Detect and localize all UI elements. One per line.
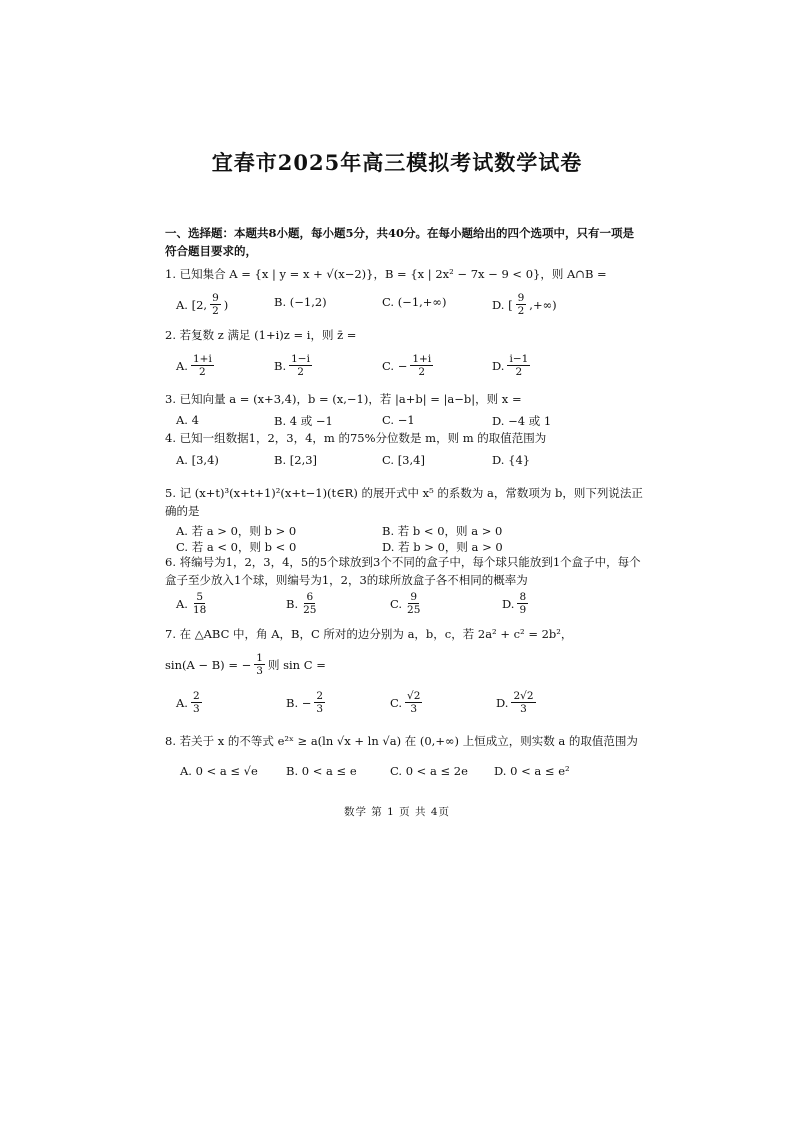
q7-option-d: D. $\frac{2√2}{3}$: [496, 690, 534, 715]
question-6-stem: 6. 将编号为1，2，3，4，5的5个球放到3个不同的盒子中，每个球只能放到1个盒子中，每个盒子至少放入1个球，则编号为1，2，3的球所放盒子各不相同的概率为: [165, 555, 641, 587]
q1-option-b: B. (−1,2): [274, 295, 327, 309]
q4-option-a: A. [3,4): [176, 453, 219, 467]
q1-a-fraction: $\frac{9}{2}$: [212, 292, 219, 317]
question-3-stem: 3. 已知向量 a = (x+3,4)，b = (x,−1)，若 |a+b| = |a−b|，则 x =: [165, 392, 522, 406]
q7-option-c: C. $\frac{√2}{3}$: [390, 690, 421, 715]
question-2-stem: 2. 若复数 z 满足 (1+i)z = i，则 z̄ =: [165, 328, 357, 342]
section-instructions: 一、选择题：本题共8小题，每小题5分，共40分。在每小题给出的四个选项中，只有一项是符合题目要求的，: [165, 226, 635, 258]
q1-option-a: A. [2, $\frac{9}{2}$ ): [176, 292, 229, 317]
q8-option-b: B. 0 < a ≤ e: [286, 764, 357, 778]
q7-option-a: A. $\frac{2}{3}$: [176, 690, 200, 715]
q5-option-c: C. 若 a < 0，则 b < 0: [176, 540, 297, 554]
q4-option-d: D. {4}: [492, 453, 531, 467]
question-8-stem: 8. 若关于 x 的不等式 e²ˣ ≥ a(ln √x + ln √a) 在 (0,+∞) 上恒成立，则实数 a 的取值范围为: [165, 734, 638, 748]
q5-option-a: A. 若 a > 0，则 b > 0: [176, 524, 297, 538]
q2-option-d: D. $\frac{i-1}{2}$: [492, 353, 529, 378]
q6-option-c: C. $\frac{9}{25}$: [390, 591, 421, 616]
q6-option-d: D. $\frac{8}{9}$: [502, 591, 527, 616]
q6-option-b: B. $\frac{6}{25}$: [286, 591, 317, 616]
question-5-stem: 5. 记 (x+t)³(x+t+1)²(x+t−1)(t∈R) 的展开式中 x⁵ 的系数为 a，常数项为 b，则下列说法正确的是: [165, 486, 643, 518]
q8-option-d: D. 0 < a ≤ e²: [494, 764, 570, 778]
question-1-stem: 1. 已知集合 A = {x | y = x + √(x−2)}，B = {x | 2x² − 7x − 9 < 0}，则 A∩B =: [165, 267, 607, 281]
question-4-options: [176, 453, 646, 475]
q8-option-a: A. 0 < a ≤ √e: [180, 764, 258, 778]
question-4-stem: 4. 已知一组数据1，2，3，4，m 的75%分位数是 m，则 m 的取值范围为: [165, 431, 547, 445]
question-1-options: [176, 292, 646, 317]
q6-option-a: A. $\frac{5}{18}$: [176, 591, 207, 616]
question-8-options: [176, 764, 646, 786]
question-6-options: [176, 591, 646, 616]
question-7-options: [176, 690, 646, 715]
q1-d-fraction: $\frac{9}{2}$: [517, 292, 525, 317]
q5-option-b: B. 若 b < 0，则 a > 0: [382, 524, 503, 538]
q3-option-b: B. 4 或 −1: [274, 414, 333, 428]
q5-option-d: D. 若 b > 0，则 a > 0: [382, 540, 503, 554]
question-7-stem: 7. 在 △ABC 中，角 A，B，C 所对的边分别为 a，b，c，若 2a² + c² = 2b²，: [165, 627, 573, 641]
exam-title: 宜春市2025年高三模拟考试数学试卷: [211, 150, 583, 175]
q3-option-d: D. −4 或 1: [492, 414, 552, 428]
q4-option-c: C. [3,4]: [382, 453, 425, 467]
q2-option-c: C. − $\frac{1+i}{2}$: [382, 353, 432, 378]
page-footer: 数学 第 1 页 共 4页: [343, 806, 451, 818]
q7-option-b: B. − $\frac{2}{3}$: [286, 690, 324, 715]
q4-option-b: B. [2,3]: [274, 453, 318, 467]
q3-option-a: A. 4: [176, 413, 199, 427]
question-2-options: [176, 353, 646, 378]
question-7-condition: sin(A − B) = − $\frac{1}{3}$ 则 sin C =: [165, 652, 326, 677]
q2-option-a: A. $\frac{1+i}{2}$: [176, 353, 212, 378]
q1-option-d: D. [ $\frac{9}{2}$ ,+∞): [492, 292, 557, 317]
q2-option-b: B. $\frac{1-i}{2}$: [274, 353, 310, 378]
q3-option-c: C. −1: [382, 413, 415, 427]
q8-option-c: C. 0 < a ≤ 2e: [390, 764, 468, 778]
q1-option-c: C. (−1,+∞): [382, 295, 447, 309]
